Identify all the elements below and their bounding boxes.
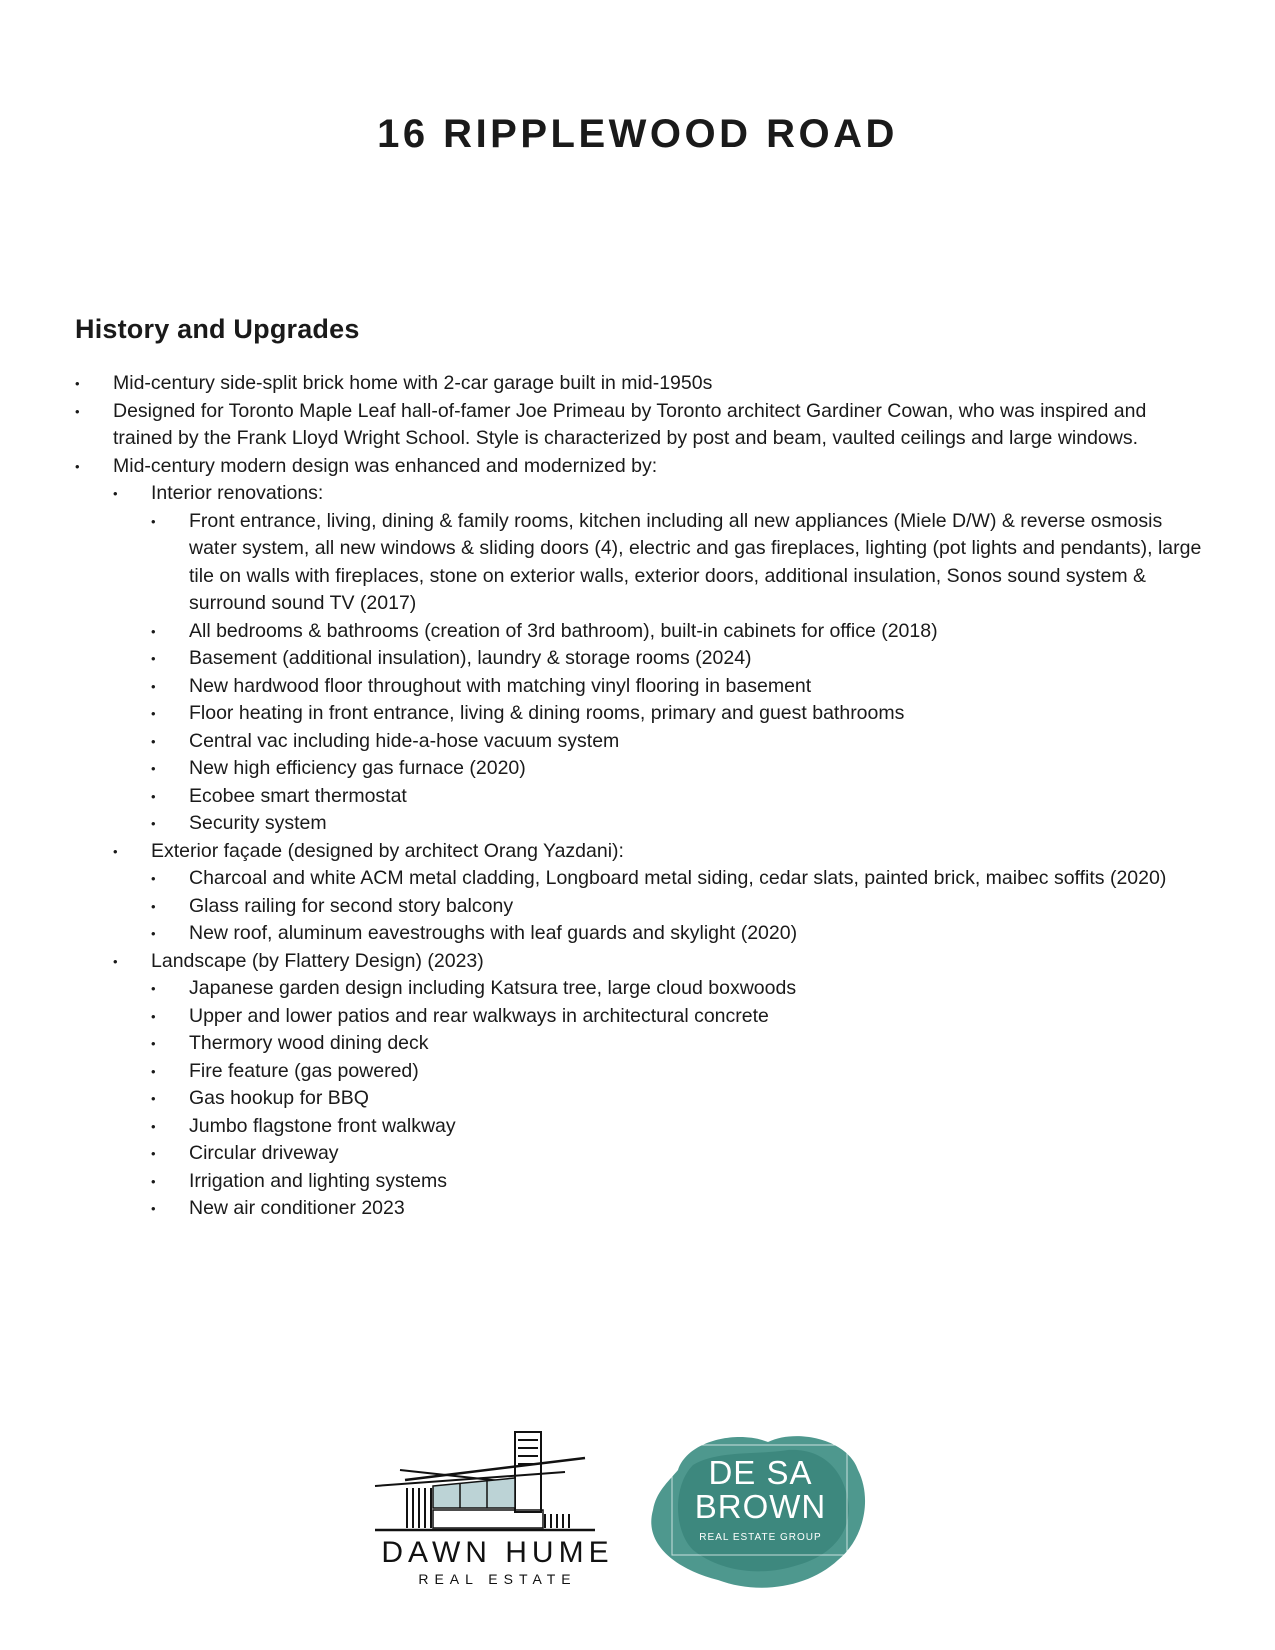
section-heading: History and Upgrades (75, 314, 360, 344)
list-item: • Thermory wood dining deck (151, 1030, 1205, 1058)
upgrades-list-container (75, 370, 1205, 1223)
list-item-text: • Mid-century side-split brick home with 2-car garage built in mid-1950s (113, 372, 713, 394)
list-item: • Security system (151, 810, 1205, 838)
list-item: • Japanese garden design including Katsura tree, large cloud boxwoods (151, 975, 1205, 1003)
list-item (75, 453, 1205, 1223)
de-sa-brown-subtitle: REAL ESTATE GROUP (699, 1532, 822, 1543)
document-title: 16 RIPPLEWOOD ROAD (377, 112, 898, 156)
upgrades-list (75, 370, 1205, 1223)
list-item: • Upper and lower patios and rear walkways in architectural concrete (151, 1003, 1205, 1031)
exterior-facade-list (151, 865, 1205, 948)
logos-footer (0, 1430, 1275, 1590)
sub-list-item (113, 838, 1205, 948)
list-item: • New air conditioner 2023 (151, 1195, 1205, 1223)
sub-list-item (113, 948, 1205, 1223)
list-item: • All bedrooms & bathrooms (creation of 3rd bathroom), built-in cabinets for office (2018) (151, 618, 1205, 646)
exterior-facade-label: • Exterior façade (designed by architect Orang Yazdani): (151, 839, 624, 862)
list-item: • New high efficiency gas furnace (2020) (151, 755, 1205, 783)
list-item-text: • Designed for Toronto Maple Leaf hall-of-famer Joe Primeau by Toronto architect Gardiner Cowan, who was inspired and trained by the Frank Lloyd Wright School. Style is characterized by post and beam, vaulted ceilings and large windows. (113, 399, 1147, 449)
de-sa-brown-line1: DE SA (708, 1454, 813, 1491)
list-item: • Central vac including hide-a-hose vacuum system (151, 728, 1205, 756)
list-item: • Glass railing for second story balcony (151, 893, 1205, 921)
landscape-label: • Landscape (by Flattery Design) (2023) (151, 949, 484, 972)
sub-list (113, 480, 1205, 1223)
list-item: • Circular driveway (151, 1140, 1205, 1168)
list-item: • Gas hookup for BBQ (151, 1085, 1205, 1113)
landscape-list (151, 975, 1205, 1223)
de-sa-brown-line2: BROWN (694, 1488, 827, 1525)
list-item: • Ecobee smart thermostat (151, 783, 1205, 811)
list-item-text: • Mid-century modern design was enhanced and modernized by: (113, 454, 658, 477)
list-item (75, 398, 1205, 453)
list-item: • Irrigation and lighting systems (151, 1168, 1205, 1196)
list-item: • Floor heating in front entrance, living & dining rooms, primary and guest bathrooms (151, 700, 1205, 728)
list-item: • Fire feature (gas powered) (151, 1058, 1205, 1086)
list-item (75, 370, 1205, 398)
list-item: • Jumbo flagstone front walkway (151, 1113, 1205, 1141)
list-item: • Charcoal and white ACM metal cladding, Longboard metal siding, cedar slats, painted brick, maibec soffits (2020) (151, 865, 1205, 893)
list-item: • Basement (additional insulation), laundry & storage rooms (2024) (151, 645, 1205, 673)
dawn-hume-subtitle: REAL ESTATE (418, 1571, 577, 1587)
list-item: • Front entrance, living, dining & family rooms, kitchen including all new appliances (Miele D/W) & reverse osmosis water system, all new windows & sliding doors (4), electric and gas fireplaces, lighting (pot lights and pendants), large tile on walls with fireplaces, stone on exterior walls, exterior doors, additional insulation, Sonos sound system & surround sound TV (2017) (151, 508, 1205, 618)
dawn-hume-name: DAWN HUME (381, 1536, 614, 1569)
list-item: • New roof, aluminum eavestroughs with leaf guards and skylight (2020) (151, 920, 1205, 948)
interior-renovations-label: • Interior renovations: (151, 482, 324, 504)
interior-renovations-list (151, 508, 1205, 838)
list-item: • New hardwood floor throughout with matching vinyl flooring in basement (151, 673, 1205, 701)
sub-list-item (113, 480, 1205, 838)
